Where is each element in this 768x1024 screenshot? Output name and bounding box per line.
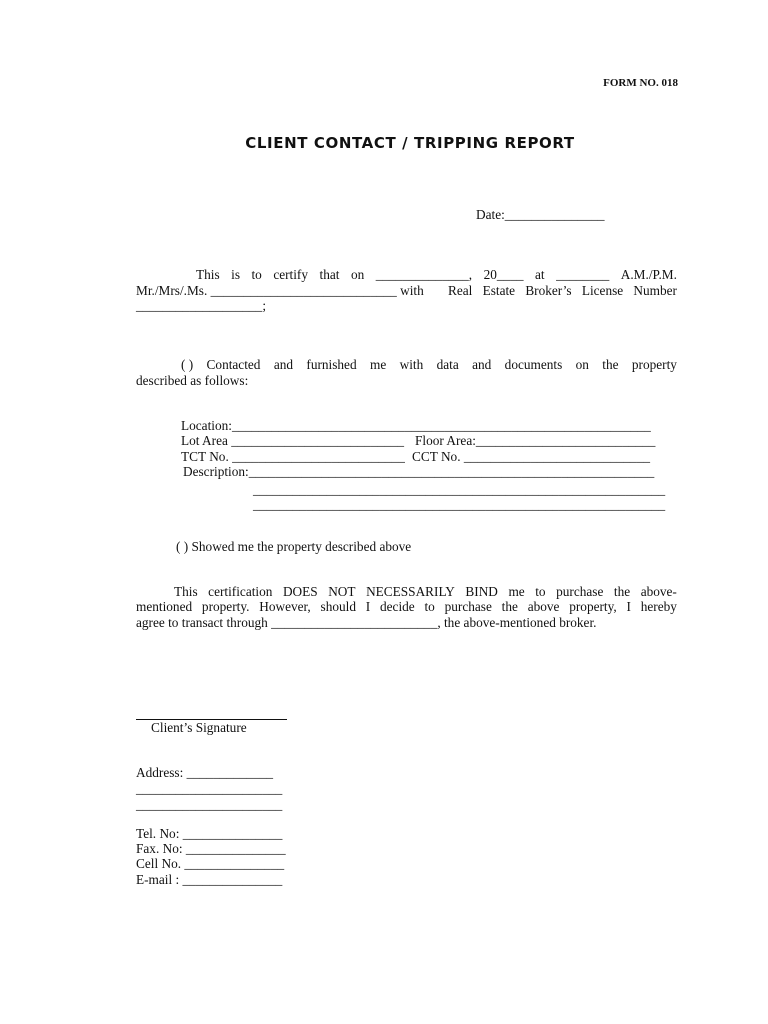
email-field: E-mail : _______________ [136, 872, 283, 887]
word: 20____ [483, 267, 524, 282]
word: property, [569, 599, 617, 614]
word: the [602, 357, 619, 372]
word: furnished [306, 357, 357, 372]
form-number: FORM NO. 018 [603, 77, 678, 89]
word: Real [448, 283, 473, 298]
word: This [174, 584, 198, 599]
description-line-3: ______________________________________________________________ [253, 497, 666, 512]
word: Estate [482, 283, 516, 298]
word: NECESSARILY [366, 584, 455, 599]
word: I [365, 599, 371, 614]
word: property [631, 357, 677, 372]
word: on [350, 267, 365, 282]
word: at [534, 267, 545, 282]
certify-line-1 [196, 267, 677, 283]
word: Number [633, 283, 677, 298]
fax-field: Fax. No: _______________ [136, 841, 286, 856]
address-line-3: ______________________ [136, 797, 283, 812]
certify-line-2-left: Mr./Mrs/.Ms. ____________________________ with [136, 283, 424, 298]
word: should [320, 599, 356, 614]
date-field: Date:_______________ [476, 207, 605, 222]
word: and [472, 357, 492, 372]
word: property. [201, 599, 250, 614]
cct-no-field: CCT No. ____________________________ [412, 449, 650, 464]
word: to [251, 267, 262, 282]
word: is [231, 267, 240, 282]
word: Contacted [206, 357, 261, 372]
binding-line-1 [174, 584, 677, 600]
word: mentioned [136, 599, 193, 614]
description-line-2: ______________________________________________________________ [253, 482, 666, 497]
word: ( ) [181, 357, 194, 372]
contacted-checkbox-line [181, 357, 677, 373]
cell-field: Cell No. _______________ [136, 856, 285, 871]
address-line-2: ______________________ [136, 781, 283, 796]
word: decide [380, 599, 415, 614]
word: License [581, 283, 624, 298]
word: purchase [444, 599, 492, 614]
word: This [196, 267, 220, 282]
word: to [535, 584, 546, 599]
floor-area-field: Floor Area:___________________________ [415, 433, 656, 448]
word: on [575, 357, 589, 372]
certify-line-3: ___________________; [136, 298, 267, 313]
word: data [436, 357, 459, 372]
word: to [424, 599, 435, 614]
word: ______________, [375, 267, 473, 282]
word: ________ [556, 267, 610, 282]
showed-checkbox-line: ( ) Showed me the property described above [176, 539, 412, 554]
word: certification [208, 584, 273, 599]
description-field: Description:_____________________________________________________________ [183, 464, 655, 479]
word: BIND [465, 584, 498, 599]
signature-label: Client’s Signature [151, 720, 247, 735]
certify-line-2-right [448, 283, 677, 299]
word: certify [273, 267, 309, 282]
word: the [613, 584, 631, 599]
contacted-line-2: described as follows: [136, 373, 249, 388]
word: me [369, 357, 387, 372]
word: with [399, 357, 424, 372]
binding-line-3: agree to transact through _________________________, the above-mentioned broker. [136, 615, 597, 630]
word: hereby [640, 599, 677, 614]
word: above [527, 599, 560, 614]
word: above- [640, 584, 677, 599]
word: Broker’s [525, 283, 572, 298]
word: and [273, 357, 294, 372]
word: documents [504, 357, 563, 372]
word: A.M./P.M. [620, 267, 677, 282]
lot-area-field: Lot Area __________________________ [181, 433, 405, 448]
word: me [508, 584, 525, 599]
location-field: Location:_______________________________________________________________ [181, 418, 651, 433]
tel-field: Tel. No: _______________ [136, 826, 283, 841]
word: that [319, 267, 340, 282]
word: the [501, 599, 518, 614]
binding-line-2 [136, 599, 677, 615]
tct-no-field: TCT No. __________________________ [181, 449, 405, 464]
word: purchase [556, 584, 604, 599]
word: I [626, 599, 631, 614]
word: However, [259, 599, 311, 614]
word: NOT [328, 584, 356, 599]
page-title: CLIENT CONTACT / TRIPPING REPORT [245, 134, 575, 152]
address-field: Address: _____________ [136, 765, 274, 780]
word: DOES [282, 584, 318, 599]
